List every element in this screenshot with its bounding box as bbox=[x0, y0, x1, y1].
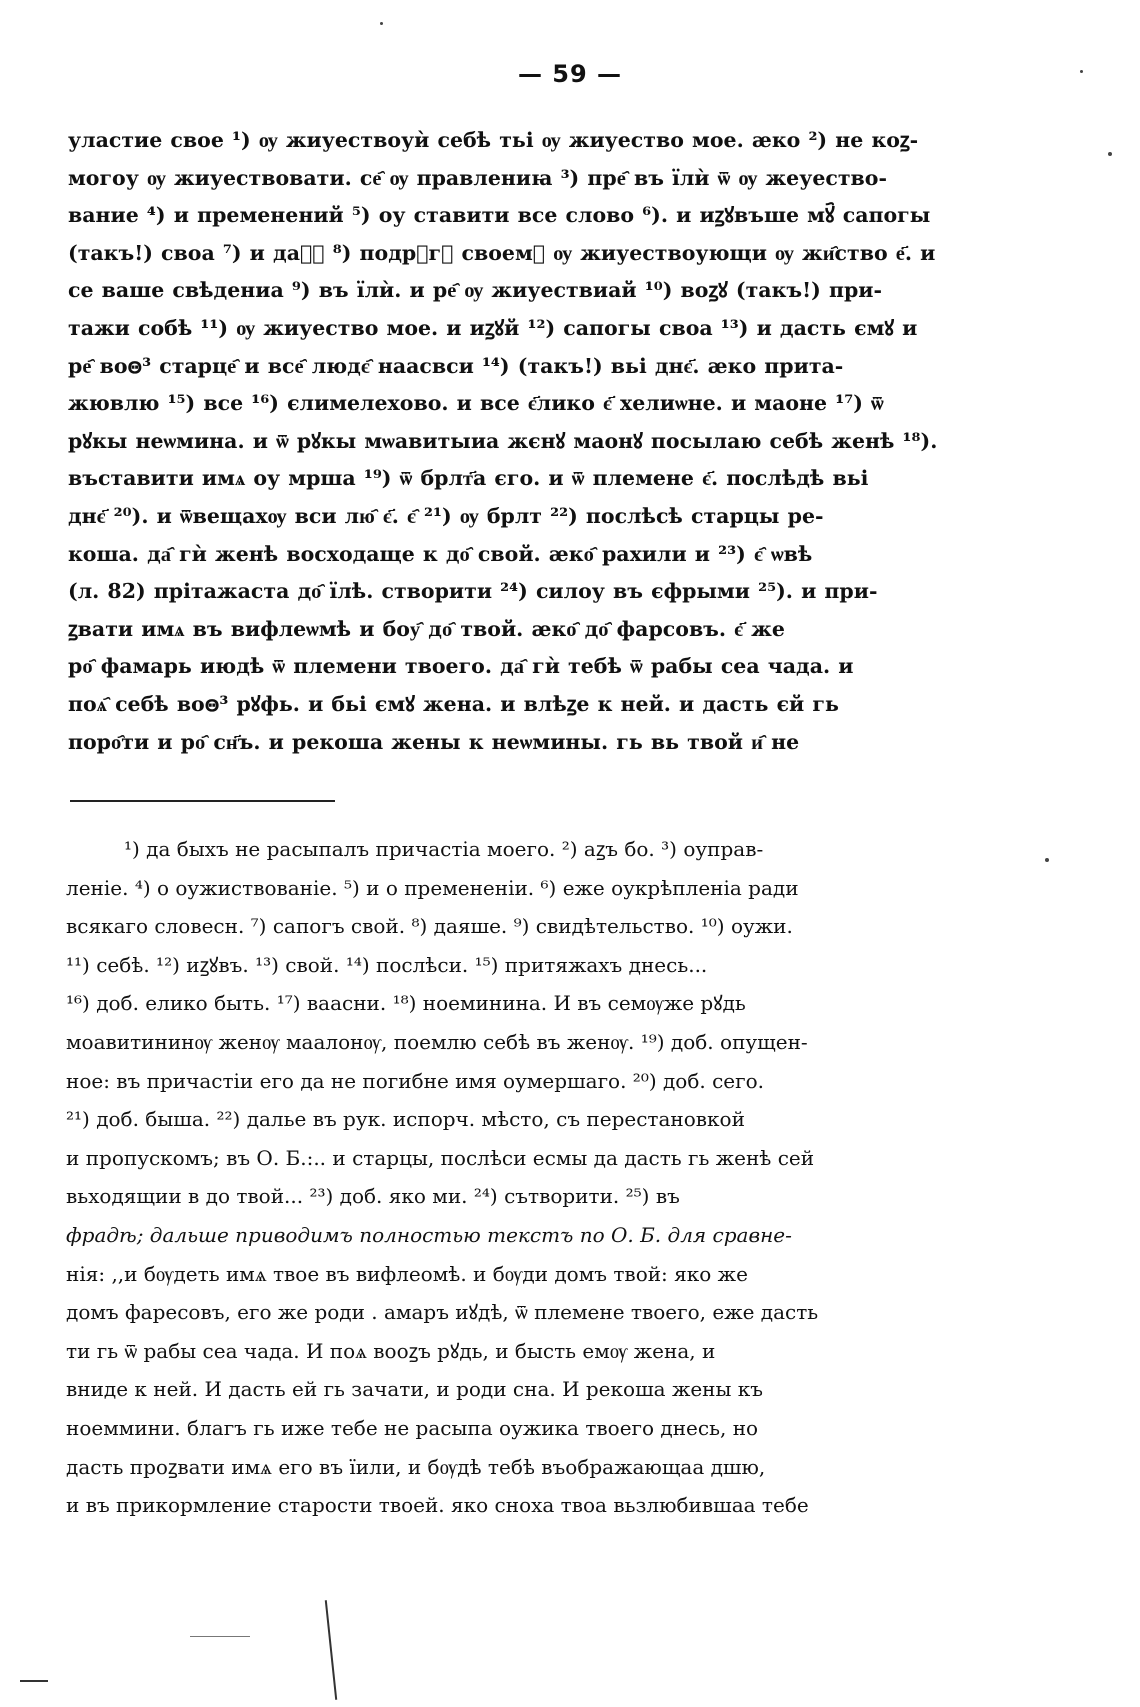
footnote-line: ¹⁶) доб. елико быть. ¹⁷) ваасни. ¹⁸) ноеминина. И въ семѹже рꙋдь bbox=[66, 991, 746, 1016]
page-number: — 59 — bbox=[517, 60, 623, 88]
main-text-line: жювлю ¹⁵) все ¹⁶) єлимелехово. и все є҃лико є҃ хелиѡне. и маоне ¹⁷) ѿ bbox=[68, 391, 884, 416]
footnote-line: ²¹) доб. быша. ²²) далье въ рук. испорч. мѣсто, съ перестановкой bbox=[66, 1107, 745, 1132]
main-text-line: рꙋкы неѡмина. и ѿ рꙋкы мѡавитыиа жєнꙋ маонꙋ посылаю себѣ женѣ ¹⁸). bbox=[68, 428, 938, 453]
main-text-line: коша. да҄ гѝ женѣ восходаще к до҄ свой. ӕко҄ рахили и ²³) є҄ ѡвѣ bbox=[68, 541, 813, 566]
main-text-line: тажи собѣ ¹¹) ѹ жиуество мое. и иꙁꙋй ¹²) сапогы своа ¹³) и дасть ємꙋ и bbox=[68, 315, 918, 340]
scan-stroke bbox=[20, 1680, 48, 1682]
main-text-block bbox=[68, 122, 968, 761]
scan-speck bbox=[380, 22, 383, 25]
main-text-line: ꙁвати имѧ въ вифлеѡмѣ и боу҄ до҄ твой. ӕко҄ до҄ фарсовъ. є҃ же bbox=[68, 616, 785, 641]
footnote-line: домъ фаресовъ, его же роди . амаръ иꙋдѣ, ѿ племене твоего, еже дасть bbox=[66, 1300, 819, 1325]
main-text-line: се ваше свѣдениа ⁹) въ їлѝ. и ре҄ ѹ жиуествиай ¹⁰) воꙁꙋ (такъ!) при- bbox=[68, 278, 882, 303]
footnote-line: вниде к ней. И дасть ей гь зачати, и роди сна. И рекоша жены къ bbox=[66, 1377, 764, 1402]
scan-speck bbox=[1045, 858, 1049, 862]
main-text-line: въставити имѧ оу мрша ¹⁹) ѿ брлт҃а єго. и ѿ племене є҃. послѣдѣ вьі bbox=[68, 466, 869, 491]
main-text-line: (л. 82) прітажаста до҄ їлѣ. створити ²⁴) силоу въ єфрыми ²⁵). и при- bbox=[68, 579, 878, 604]
footnote-line: нія: ,,и бѹдеть имѧ твое въ вифлеомѣ. и бѹди домъ твой: яко же bbox=[66, 1261, 748, 1286]
main-text-line: поѧ҄ себѣ воꙫ³ рꙋфь. и бьі ємꙋ жена. и влѣꙁе к ней. и дасть єй гь bbox=[68, 691, 839, 716]
footnotes-block bbox=[66, 830, 976, 1525]
footnote-line: всякаго словесн. ⁷) сапогъ свой. ⁸) даяше. ⁹) свидѣтельство. ¹⁰) оужи. bbox=[66, 914, 793, 939]
scan-stroke bbox=[325, 1600, 337, 1700]
footnote-line: вьходящии в до твой... ²³) доб. яко ми. ²⁴) сътворити. ²⁵) въ bbox=[66, 1184, 680, 1209]
scan-speck bbox=[1080, 70, 1083, 73]
footnote-line: ное: въ причастіи его да не погибне имя оумершаго. ²⁰) доб. сего. bbox=[66, 1068, 765, 1093]
main-text-line: вание ⁴) и пременений ⁵) оу ставити все слово ⁶). и иꙁꙋвъше мꙋ҄ сапогы bbox=[68, 203, 931, 228]
footnote-line: и пропускомъ; въ О. Б.:.. и старцы, послѣси есмы да дасть гь женѣ сей bbox=[66, 1145, 815, 1170]
main-text-line: днє҃ ²⁰). и ѿвещахѹ вси лю҄ є҃. є҄ ²¹) ѹ брлт ²²) послѣсѣ старцы ре- bbox=[68, 503, 824, 528]
main-text-line: могоу ѹ жиуествовати. се҄ ѹ правлениꙗ ³) пре҄ въ їлѝ ѿ ѹ жеуество- bbox=[68, 165, 887, 190]
footnote-line: ¹¹) себѣ. ¹²) иꙁꙋвъ. ¹³) свой. ¹⁴) послѣси. ¹⁵) притяжахъ днесь... bbox=[66, 952, 708, 977]
main-text-line: поро҄ти и ро҄ сн҃ъ. и рекоша жены к неѡмины. гь вь твой и҄ не bbox=[68, 729, 800, 754]
footnote-line: и въ прикормлениe старости твоей. яко снохa твоа вьзлюбившаа тебе bbox=[66, 1493, 809, 1518]
main-text-line: ро҄ фамарь июдѣ ѿ племени твоего. да҄ гѝ тебѣ ѿ рабы сеа чада. и bbox=[68, 654, 854, 679]
footnote-line: фрадѣ; дальше приводимъ полностью текстъ по О. Б. для сравне- bbox=[66, 1222, 792, 1247]
scan-stroke bbox=[190, 1636, 250, 1637]
scan-speck bbox=[1108, 152, 1112, 156]
footnote-line: дасть проꙁвати имѧ его въ їили, и бѹдѣ тебѣ въображающаа дшю, bbox=[66, 1454, 766, 1479]
footnote-line: ти гь ѿ рабы сеа чада. И поѧ вооꙁъ рꙋдь, и бысть емѹ жена, и bbox=[66, 1338, 716, 1363]
main-text-line: уластие свое ¹) ѹ жиуествоуѝ себѣ тьі ѹ жиуество мое. ӕко ²) не коꙁ- bbox=[68, 128, 919, 152]
footnote-separator bbox=[70, 800, 335, 802]
footnote-line: ноеммини. благъ гь иже тебе не расыпа оужика твоего днесь, но bbox=[66, 1415, 759, 1440]
footnote-line: ¹) да быхъ не расыпалъ причастіа моего. ²) аꙁъ бо. ³) оуправ- bbox=[124, 837, 764, 861]
main-text-line: ре҄ воꙫ³ старце҄ и все҄ людє҄ наасвси ¹⁴) (такъ!) вьі днє҃. ӕко прита- bbox=[68, 353, 844, 378]
main-text-line: (такъ!) своа ⁷) и даⷭ҇ ⁸) подрꙋгꙋ своемꙋ ѹ жиуествоующи ѹ жи҄ство е҃. и bbox=[68, 240, 936, 265]
footnote-line: моавитининѹ женѹ маалонѹ, поемлю себѣ въ женѹ. ¹⁹) доб. опущен- bbox=[66, 1029, 808, 1054]
footnote-line: леніе. ⁴) о оужиствованіе. ⁵) и о премененіи. ⁶) еже оукрѣпленіа ради bbox=[66, 875, 799, 900]
